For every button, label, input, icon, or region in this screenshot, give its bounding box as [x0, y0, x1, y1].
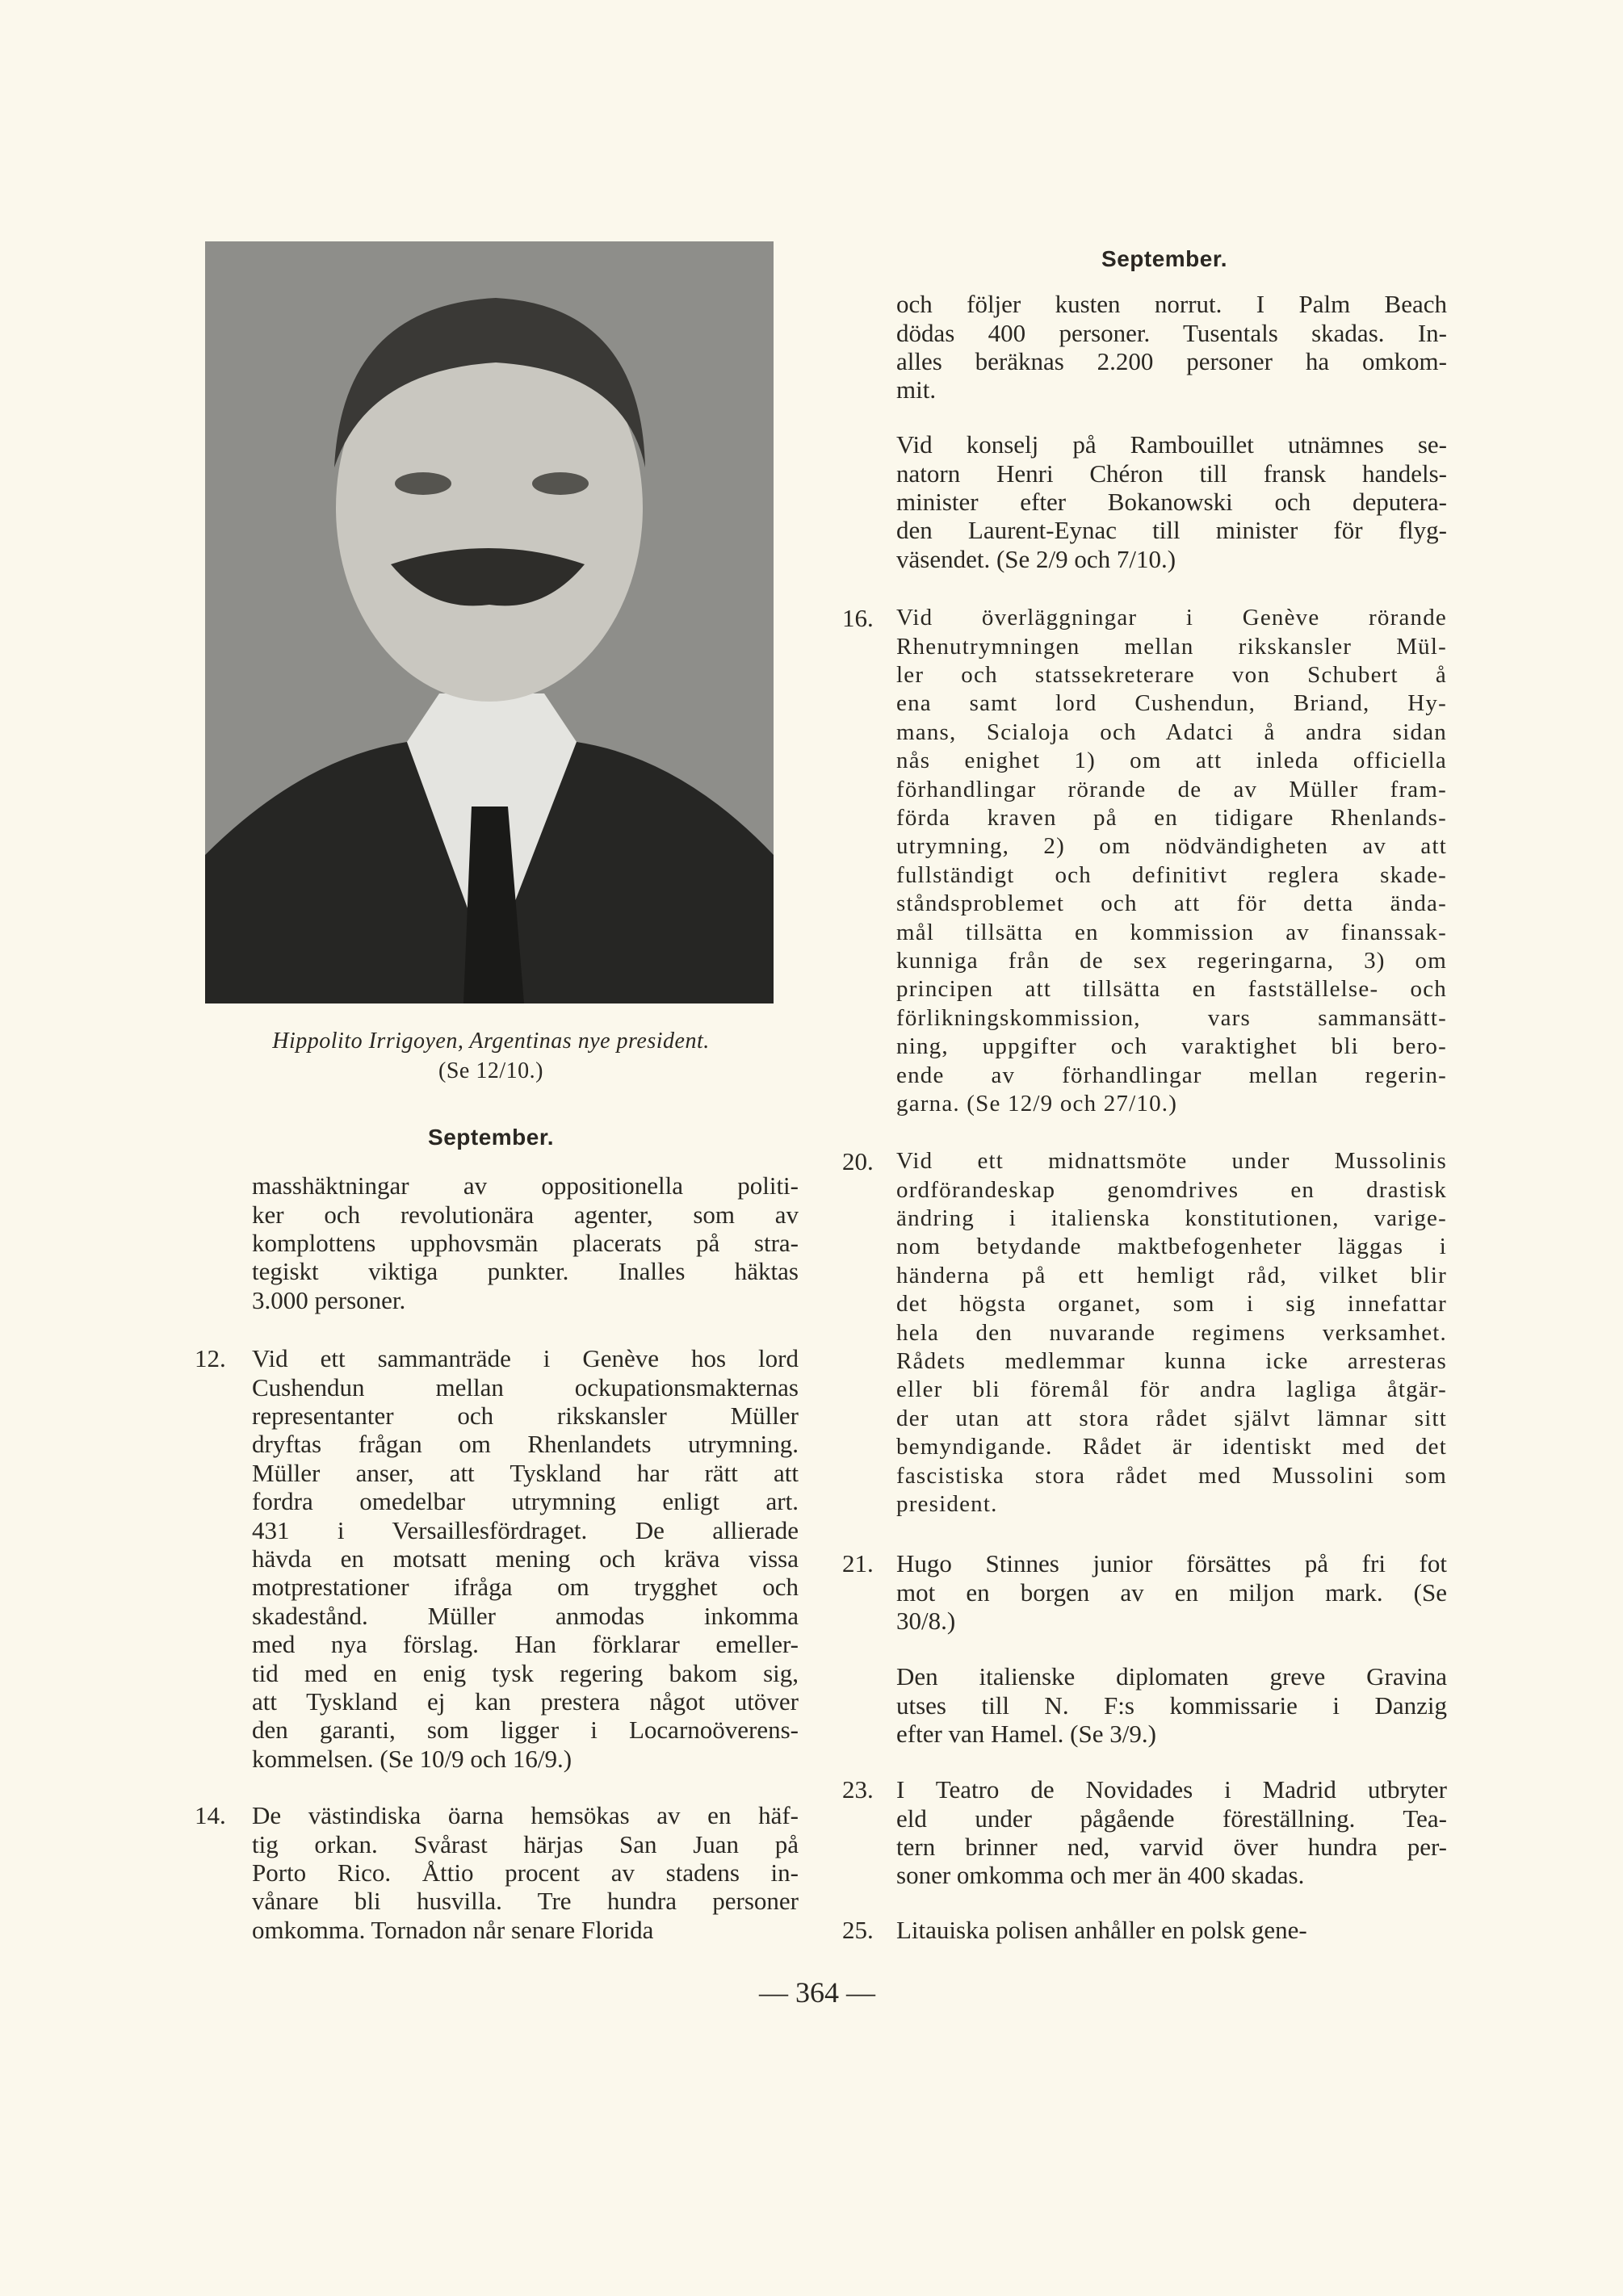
text-line: utrymning, 2) om nödvändigheten av att	[896, 833, 1447, 860]
text-line: ändring i italienska konstitutionen, varige-	[896, 1205, 1447, 1232]
text-line: ståndsproblemet och att för detta ända-	[896, 890, 1447, 917]
text-line: mot en borgen av en miljon mark. (Se	[896, 1577, 1447, 1607]
text-line: 3.000 personer.	[252, 1285, 406, 1314]
text-line: Cushendun mellan ockupationsmakternas	[252, 1372, 799, 1401]
text-line: förda kraven på en tidigare Rhenlands-	[896, 805, 1447, 832]
text-line: I Teatro de Novidades i Madrid utbryter	[896, 1775, 1447, 1804]
text-line: president.	[896, 1490, 998, 1517]
text-line: 30/8.)	[896, 1607, 956, 1636]
dated-entry	[896, 604, 1447, 1118]
text-line: fascistiska stora rådet med Mussolini som	[896, 1462, 1447, 1489]
dated-entry	[896, 1916, 1447, 1944]
text-line: Hugo Stinnes junior försättes på fri fot	[896, 1549, 1447, 1578]
text-line: tig orkan. Svårast härjas San Juan på	[252, 1829, 799, 1858]
paragraph	[896, 1662, 1447, 1748]
text-line: kommelsen. (Se 10/9 och 16/9.)	[252, 1744, 572, 1773]
text-line: dödas 400 personer. Tusentals skadas. In-	[896, 318, 1447, 347]
photo-caption: Hippolito Irrigoyen, Argentinas nye president.	[272, 1029, 710, 1054]
text-line: natorn Henri Chéron till fransk handels-	[896, 459, 1447, 488]
dated-entry	[896, 1775, 1447, 1890]
text-line: ende av förhandlingar mellan regerin-	[896, 1062, 1447, 1088]
page-number: — 364 —	[759, 1976, 875, 2009]
text-line: masshäktningar av oppositionella politi-	[252, 1171, 799, 1200]
text-line: förlikningskommission, vars sammansätt-	[896, 1004, 1447, 1031]
text-line: der utan att stora rådet självt lämnar sitt	[896, 1405, 1447, 1431]
text-line: att Tyskland ej kan prestera något utöver	[252, 1686, 799, 1716]
text-line: eller bli föremål för andra lagliga åtgär-	[896, 1376, 1447, 1403]
text-line: vånare bli husvilla. Tre hundra personer	[252, 1887, 799, 1916]
text-line: fordra omedelbar utrymning enligt art.	[252, 1487, 799, 1516]
text-line: minister efter Bokanowski och deputera-	[896, 488, 1447, 517]
text-line: Porto Rico. Åttio procent av stadens in-	[252, 1858, 799, 1887]
text-line: Vid konselj på Rambouillet utnämnes se-	[896, 430, 1447, 459]
left-column-heading: September.	[428, 1125, 554, 1150]
paragraph	[896, 430, 1447, 573]
text-line: med nya förslag. Han förklarar emeller-	[252, 1630, 799, 1659]
text-line: ordförandeskap genomdrives en drastisk	[896, 1176, 1447, 1203]
text-line: Vid ett midnattsmöte under Mussolinis	[896, 1148, 1447, 1175]
text-line: representanter och rikskansler Müller	[252, 1401, 799, 1431]
text-line: väsendet. (Se 2/9 och 7/10.)	[896, 544, 1176, 573]
text-line: mit.	[896, 375, 937, 404]
text-line: Rådets medlemmar kunna icke arresteras	[896, 1348, 1447, 1375]
text-line: tern brinner ned, varvid över hundra per-	[896, 1833, 1447, 1862]
text-line: mans, Scialoja och Adatci å andra sidan	[896, 719, 1447, 745]
text-line: kunniga från de sex regeringarna, 3) om	[896, 947, 1447, 974]
text-line: principen att tillsätta en fastställelse- och	[896, 976, 1447, 1003]
text-line: eld under pågående föreställning. Tea-	[896, 1804, 1447, 1833]
text-line: garna. (Se 12/9 och 27/10.)	[896, 1090, 1178, 1117]
text-line: 431 i Versaillesfördraget. De allierade	[252, 1515, 799, 1544]
text-line: dryftas frågan om Rhenlandets utrymning.	[252, 1430, 799, 1459]
text-line: Müller anser, att Tyskland har rätt att	[252, 1458, 799, 1487]
portrait-photo	[205, 241, 774, 1003]
text-line: ler och statssekreterare von Schubert å	[896, 662, 1447, 689]
text-line: det högsta organet, som i sig innefattar	[896, 1291, 1447, 1318]
text-line: fullständigt och definitivt reglera skade-	[896, 861, 1447, 888]
text-line: och följer kusten norrut. I Palm Beach	[896, 290, 1447, 319]
text-line: den garanti, som ligger i Locarnoöverens-	[252, 1716, 799, 1745]
text-line: Rhenutrymningen mellan rikskansler Mül-	[896, 633, 1447, 660]
text-line: efter van Hamel. (Se 3/9.)	[896, 1720, 1156, 1749]
text-line: De västindiska öarna hemsökas av en häf-	[252, 1801, 799, 1830]
text-line: ning, uppgifter och varaktighet bli bero-	[896, 1033, 1447, 1060]
entry-date-number: 25.	[842, 1916, 874, 1945]
paragraph	[252, 1171, 799, 1314]
text-line: tegiskt viktiga punkter. Inalles häktas	[252, 1257, 799, 1286]
text-line: ena samt lord Cushendun, Briand, Hy-	[896, 690, 1447, 717]
right-column-heading: September.	[1101, 246, 1227, 271]
entry-date-number: 20.	[842, 1147, 874, 1176]
text-line: hävda en motsatt mening och kräva vissa	[252, 1544, 799, 1573]
text-line: bemyndigande. Rådet är identiskt med det	[896, 1434, 1447, 1460]
entry-date-number: 16.	[842, 604, 874, 633]
text-line: soner omkomma och mer än 400 skadas.	[896, 1861, 1305, 1890]
dated-entry	[896, 1147, 1447, 1519]
text-line: hela den nuvarande regimens verksamhet.	[896, 1319, 1447, 1346]
paragraph	[896, 290, 1447, 404]
entry-date-number: 23.	[842, 1775, 874, 1804]
entry-date-number: 14.	[195, 1801, 226, 1830]
entry-date-number: 21.	[842, 1549, 874, 1578]
text-line: Vid ett sammanträde i Genève hos lord	[252, 1344, 799, 1373]
text-line: omkomma. Tornadon når senare Florida	[252, 1915, 654, 1944]
text-line: mål tillsätta en kommission av finanssak-	[896, 919, 1447, 945]
text-line: utses till N. F:s kommissarie i Danzig	[896, 1691, 1447, 1720]
photo-caption-reference: (Se 12/10.)	[438, 1058, 543, 1083]
text-line: ker och revolutionära agenter, som av	[252, 1200, 799, 1229]
portrait-illustration	[205, 241, 774, 1003]
text-line: händerna på ett hemligt råd, vilket blir	[896, 1262, 1447, 1288]
text-line: tid med en enig tysk regering bakom sig,	[252, 1658, 799, 1687]
dated-entry	[252, 1344, 799, 1773]
text-line: Den italienske diplomaten greve Gravina	[896, 1662, 1447, 1691]
text-line: den Laurent-Eynac till minister för flyg-	[896, 516, 1447, 545]
text-line: förhandlingar rörande de av Müller fram-	[896, 776, 1447, 802]
text-line: Litauiska polisen anhåller en polsk gene-	[896, 1916, 1307, 1945]
text-line: Vid överläggningar i Genève rörande	[896, 605, 1447, 631]
text-line: skadestånd. Müller anmodas inkomma	[252, 1601, 799, 1630]
text-line: nås enighet 1) om att inleda officiella	[896, 748, 1447, 774]
text-line: nom betydande maktbefogenheter läggas i	[896, 1234, 1447, 1260]
entry-date-number: 12.	[195, 1344, 226, 1373]
text-line: alles beräknas 2.200 personer ha omkom-	[896, 347, 1447, 376]
text-line: motprestationer ifråga om trygghet och	[252, 1573, 799, 1602]
dated-entry	[252, 1801, 799, 1944]
text-line: komplottens upphovsmän placerats på stra-	[252, 1229, 799, 1258]
dated-entry	[896, 1549, 1447, 1635]
